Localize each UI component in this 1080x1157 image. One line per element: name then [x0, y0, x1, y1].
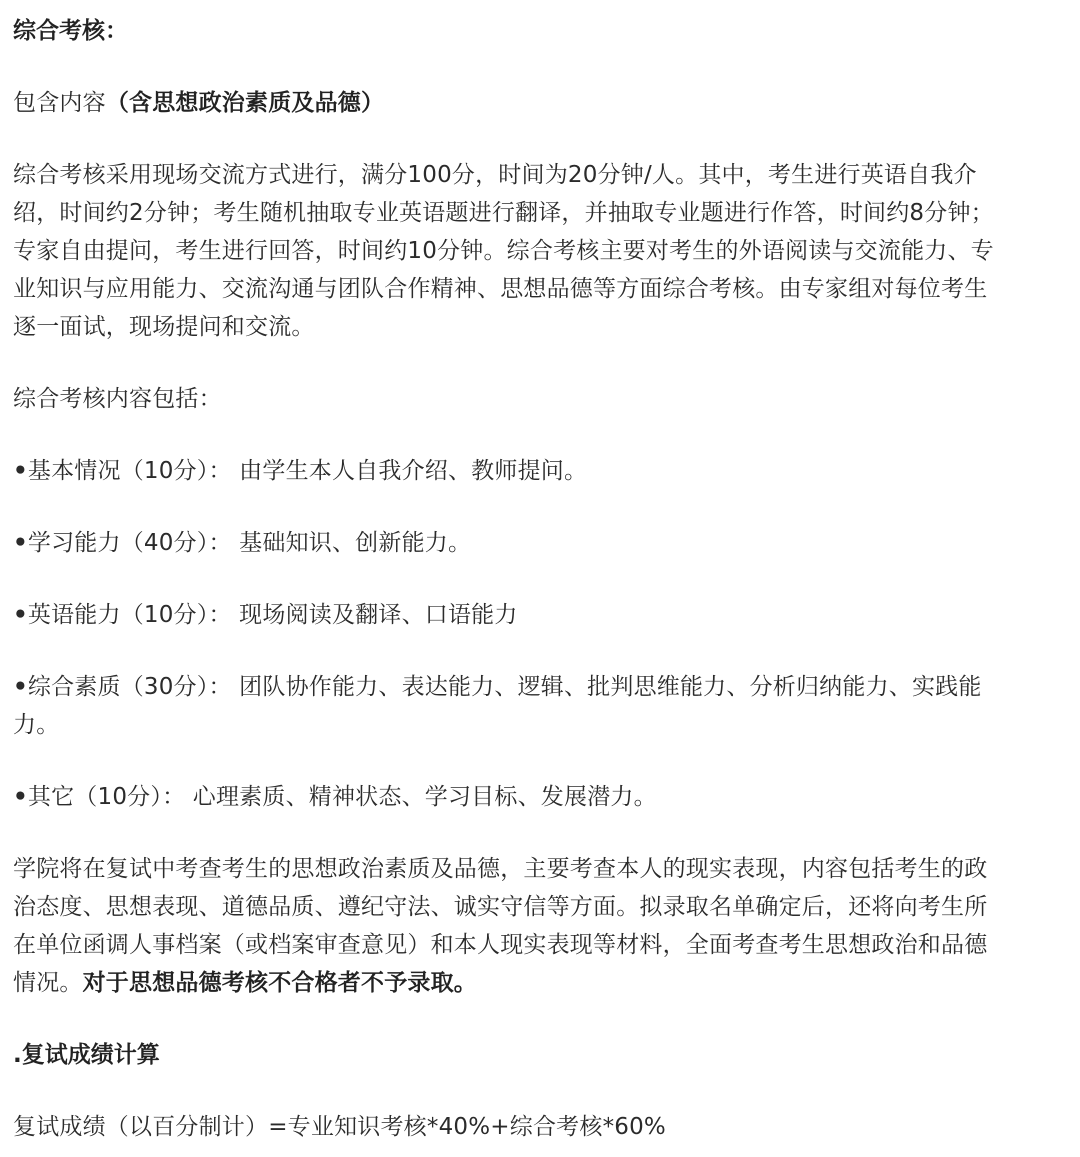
contents-label-bold: （含思想政治素质及品德）: [105, 90, 385, 116]
score-heading: .复试成绩计算: [13, 1042, 160, 1068]
moral-line: 学院将在复试中考查考生的思想政治素质及品德，主要考查本人的现实表现，内容包括考生的政: [13, 856, 988, 882]
score-formula: 复试成绩（以百分制计）=专业知识考核*40%+综合考核*60%: [13, 1114, 666, 1140]
bullet-icon: •: [13, 784, 28, 810]
moral-warning: 对于思想品德考核不合格者不予录取。: [82, 970, 478, 996]
list-item-basic: [13, 452, 1060, 490]
intro-line: 专家自由提问，考生进行回答，时间约10分钟。综合考核主要对考生的外语阅读与交流能力、专: [13, 238, 994, 264]
intro-line: 业知识与应用能力、交流沟通与团队合作精神、思想品德等方面综合考核。由专家组对每位考生: [13, 276, 988, 302]
intro-line: 绍，时间约2分钟；考生随机抽取专业英语题进行翻译，并抽取专业题进行作答，时间约8分钟；: [13, 200, 994, 226]
intro-line: 逐一面试，现场提问和交流。: [13, 314, 315, 340]
bullet-icon: •: [13, 674, 28, 700]
list-item-quality: [13, 668, 1060, 744]
list-item-learning: [13, 524, 1060, 562]
moral-paragraph: [13, 850, 1060, 1002]
bullet-icon: •: [13, 458, 28, 484]
moral-line: 在单位函调人事档案（或档案审查意见）和本人现实表现等材料，全面考查考生思想政治和品德: [13, 932, 988, 958]
list-item-line: •基本情况（10分）： 由学生本人自我介绍、教师提问。: [13, 458, 588, 484]
contents-label: [13, 84, 1060, 122]
list-item-line: •综合素质（30分）： 团队协作能力、表达能力、逻辑、批判思维能力、分析归纳能力、实践能: [13, 674, 982, 700]
list-item-other: [13, 778, 1060, 816]
list-item-english: [13, 596, 1060, 634]
intro-line: 综合考核采用现场交流方式进行，满分100分，时间为20分钟/人。其中，考生进行英语自我介: [13, 162, 977, 188]
contents-label-prefix: 包含内容: [13, 90, 106, 116]
list-item-line: •学习能力（40分）： 基础知识、创新能力。: [13, 530, 472, 556]
bullet-icon: •: [13, 530, 28, 556]
list-item-line: •英语能力（10分）： 现场阅读及翻译、口语能力: [13, 602, 518, 628]
intro-paragraph: [13, 156, 1060, 346]
list-item-line: 力。: [13, 712, 60, 738]
moral-line: 治态度、思想表现、道德品质、遵纪守法、诚实守信等方面。拟录取名单确定后，还将向考生所: [13, 894, 988, 920]
bullet-icon: •: [13, 602, 28, 628]
moral-line: 情况。对于思想品德考核不合格者不予录取。: [13, 970, 478, 996]
section-heading: 综合考核：: [13, 18, 128, 44]
includes-label: 综合考核内容包括：: [13, 386, 222, 412]
list-item-line: •其它（10分）： 心理素质、精神状态、学习目标、发展潜力。: [13, 784, 657, 810]
